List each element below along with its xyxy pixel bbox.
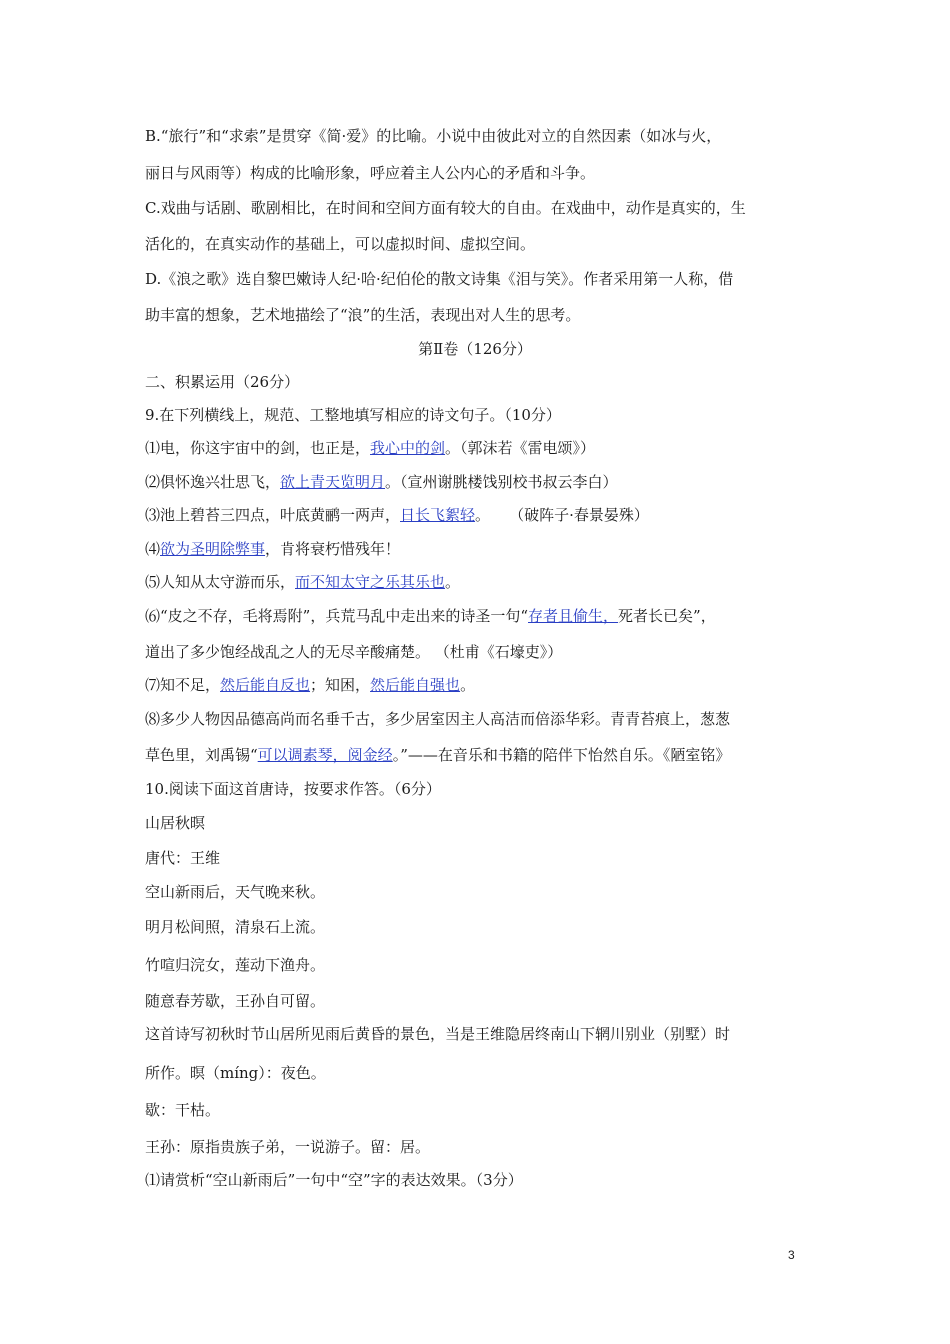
q9-5-end: 。 xyxy=(445,573,461,591)
q9-7-answer-b: 然后能自强也 xyxy=(370,676,461,694)
poem-line-4: 随意春芳歇，王孙自可留。 xyxy=(145,992,326,1010)
q9-item-1 xyxy=(145,438,595,458)
q9-item-4 xyxy=(145,539,400,559)
q9-8-answer: 可以调素琴，阅金经 xyxy=(257,746,393,764)
q9-item-3 xyxy=(145,505,649,525)
poem-author: 唐代：王维 xyxy=(145,849,221,867)
q9-1-answer: 我心中的剑 xyxy=(370,439,446,457)
q9-item-8-line-2 xyxy=(145,745,730,765)
q9-item-6-line-2: 道出了多少饱经战乱之人的无尽辛酸痛楚。 （杜甫《石壕吏》） xyxy=(145,643,563,661)
q9-4-label: ⑷ xyxy=(145,540,161,558)
q9-6-answer: 存者且偷生， xyxy=(528,607,619,625)
question-10-prompt: 10.阅读下面这首唐诗，按要求作答。（6分） xyxy=(145,780,441,798)
poem-line-1: 空山新雨后，天气晚来秋。 xyxy=(145,883,326,901)
q9-1-source: 。（郭沫若《雷电颂》） xyxy=(445,439,596,457)
q9-3-text: ⑶池上碧苔三四点，叶底黄鹂一两声， xyxy=(145,506,401,524)
poem-title: 山居秋暝 xyxy=(145,814,206,832)
q9-item-6 xyxy=(145,606,716,626)
q9-7-answer-a: 然后能自反也 xyxy=(220,676,311,694)
volume-heading: 第Ⅱ卷（126分） xyxy=(418,340,532,358)
q9-5-text: ⑸人知从太守游而乐， xyxy=(145,573,296,591)
q9-item-5 xyxy=(145,572,460,592)
poem-note-line-4: 王孙：原指贵族子弟，一说游子。留：居。 xyxy=(145,1138,431,1156)
q9-3-answer: 日长飞絮轻 xyxy=(400,506,476,524)
option-c-line-2: 活化的，在真实动作的基础上，可以虚拟时间、虚拟空间。 xyxy=(145,235,536,253)
q9-8-text: 草色里，刘禹锡“ xyxy=(145,746,258,764)
option-b-line-2: 丽日与风雨等）构成的比喻形象，呼应着主人公内心的矛盾和斗争。 xyxy=(145,164,596,182)
poem-note-line-3: 歇：干枯。 xyxy=(145,1101,221,1119)
q9-7-text-b: ；知困， xyxy=(310,676,371,694)
page-number: 3 xyxy=(788,1248,795,1262)
q9-4-answer: 欲为圣明除弊事 xyxy=(160,540,266,558)
poem-line-2: 明月松间照，清泉石上流。 xyxy=(145,918,326,936)
q9-2-answer: 欲上青天览明月 xyxy=(280,473,386,491)
poem-note-line-1: 这首诗写初秋时节山居所见雨后黄昏的景色，当是王维隐居终南山下辋川别业（别墅）时 xyxy=(145,1025,731,1043)
option-d-line-2: 助丰富的想象，艺术地描绘了“浪”的生活，表现出对人生的思考。 xyxy=(145,306,581,324)
q9-6-text: ⑹“皮之不存，毛将焉附”，兵荒马乱中走出来的诗圣一句“ xyxy=(145,607,529,625)
poem-note-line-2: 所作。暝（míng）：夜色。 xyxy=(145,1064,326,1082)
q9-7-text-a: ⑺知不足， xyxy=(145,676,221,694)
q9-6-text-end: 死者长已矣”， xyxy=(618,607,716,625)
q9-3-source: 。 （破阵子·春景晏殊） xyxy=(475,506,649,524)
q9-7-end: 。 xyxy=(460,676,476,694)
q9-2-text: ⑵俱怀逸兴壮思飞， xyxy=(145,473,281,491)
q9-item-7 xyxy=(145,675,475,695)
option-b-line-1: B.“旅行”和“求索”是贯穿《简·爱》的比喻。小说中由彼此对立的自然因素（如冰与火， xyxy=(145,127,722,145)
q9-8-text-end: 。”——在音乐和书籍的陪伴下怡然自乐。《陋室铭》 xyxy=(392,746,731,764)
q9-2-source: 。（宣州谢朓楼饯别校书叔云李白） xyxy=(385,473,618,491)
q9-item-8: ⑻多少人物因品德高尚而名垂千古，多少居室因主人高洁而倍添华彩。青青苔痕上，葱葱 xyxy=(145,710,731,728)
question-9-prompt: 9.在下列横线上，规范、工整地填写相应的诗文句子。（10分） xyxy=(145,406,561,424)
q9-4-text: ，肯将衰朽惜残年！ xyxy=(265,540,401,558)
q10-sub-1: ⑴请赏析“空山新雨后”一句中“空”字的表达效果。（3分） xyxy=(145,1171,523,1189)
q9-5-answer: 而不知太守之乐其乐也 xyxy=(295,573,446,591)
option-c-line-1: C.戏曲与话剧、歌剧相比，在时间和空间方面有较大的自由。在戏曲中，动作是真实的，生 xyxy=(145,199,746,217)
q9-item-2 xyxy=(145,472,618,492)
section-two-heading: 二、积累运用（26分） xyxy=(145,373,300,391)
q9-1-text: ⑴电，你这宇宙中的剑，也正是， xyxy=(145,439,371,457)
poem-line-3: 竹喧归浣女，莲动下渔舟。 xyxy=(145,956,326,974)
option-d-line-1: D.《浪之歌》选自黎巴嫩诗人纪·哈·纪伯伦的散文诗集《泪与笑》。作者采用第一人称，借 xyxy=(145,270,734,288)
